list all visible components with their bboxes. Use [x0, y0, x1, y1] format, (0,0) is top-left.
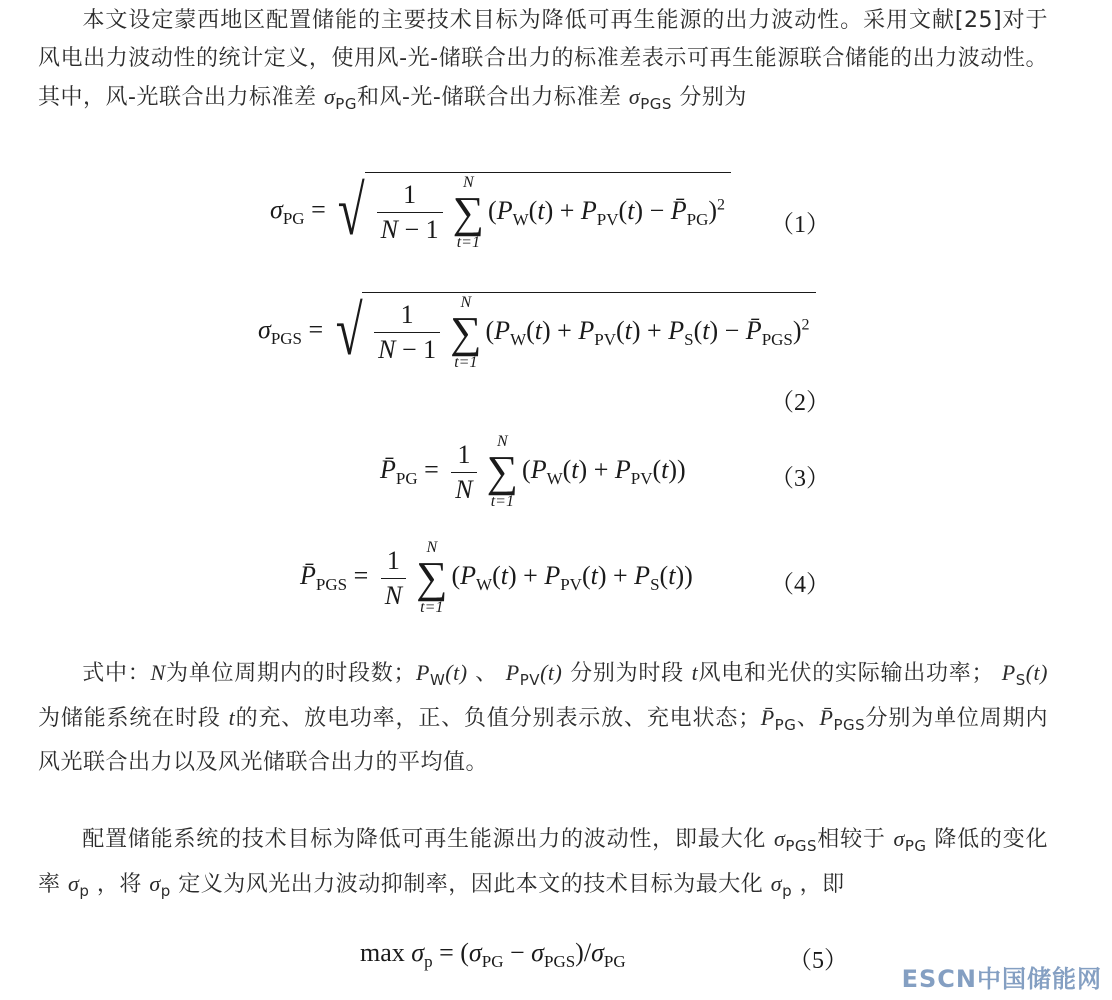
paragraph-definitions: 式中：N为单位周期内的时段数；$P_W(t)$ 、 $P_{PV}(t)$ 分别为时段 t风电和光伏的实际输出功率； $P_S(t)$ 为储能系统在时段 t的充、放电功率，正、负值分别表示放、充电状态；$P̄_{PG}$、$P̄_{PGS}$分别为单位周期内风光联合出力以及风光储联合出力的平均值。 [38, 660, 1048, 775]
equation-3: $P̄_{PG}$ = $\frac{1}{N}$ N ∑ t=1 $(P_W(t) + P_{PV}(t))$ （3） [380, 433, 830, 510]
paragraph-objective: 配置储能系统的技术目标为降低可再生能源出力的波动性，即最大化 $\sigma_{PGS}$相较于 $\sigma_{PG}$ 降低的变化率 $\sigma_p$ ，将 $\sigma_p$ 定义为风光出力波动抑制率，因此本文的技术目标为最大化 $\sigma_p$ ，即 [38, 826, 1049, 900]
equation-2: $\sigma_{PGS}$ = √ $\frac{1}{N - 1}$ N ∑ t=1 ($P_W(t) + P_{PV}(t) + P_S(t)$ − $P̄_{PGS})^2$ （2） [258, 293, 830, 416]
equation-number-2: （2） [770, 390, 830, 416]
equation-4: $P̄_{PGS}$ = $\frac{1}{N}$ N ∑ t=1 $(P_W(t) + P_{PV}(t) + P_S(t))$ （4） [300, 539, 830, 616]
equation-1: $\sigma_{PG}$ = √ $\frac{1}{N - 1}$ N ∑ t=1 ($P_W(t) + P_{PV}(t)$ − $P̄_{PG})^2$ （1） [270, 173, 830, 251]
paragraph-intro: 本文设定蒙西地区配置储能的主要技术目标为降低可再生能源的出力波动性。采用文献[25]对于风电出力波动性的统计定义，使用风-光-储联合出力的标准差表示可再生能源联合储能的出力波动性。其中，风-光联合出力标准差 $\sigma_{PG}$和风-光-储联合出力标准差 $\sigma_{PGS}$ 分别为 [38, 8, 1048, 113]
equation-number-3: （3） [770, 466, 830, 492]
equation-number-5: （5） [788, 948, 848, 974]
equation-number-4: （4） [770, 572, 830, 598]
equation-number-1: （1） [770, 212, 830, 238]
escn-watermark-logo: ESCN中国储能网 [901, 965, 1102, 993]
equation-5: $\max \sigma_p = (\sigma_{PG} - \sigma_{PGS})/\sigma_{PG}$ （5） [360, 938, 848, 974]
